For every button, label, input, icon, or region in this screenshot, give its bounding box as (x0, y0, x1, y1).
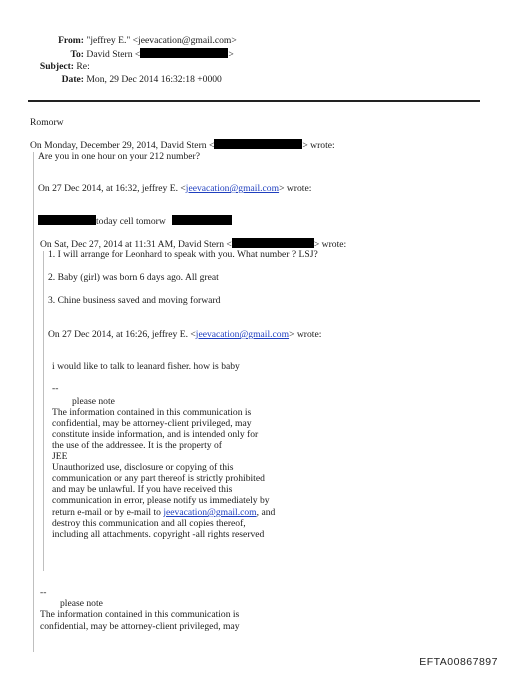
quote-bar-level2 (43, 251, 44, 571)
quote1-header (30, 139, 335, 151)
disclaimer-line: communication or any part thereof is strictly prohibited (52, 473, 265, 484)
disclaimer-line: destroy this communication and all copies thereof, (52, 518, 246, 529)
disclaimer-return-suffix: , and (256, 507, 276, 518)
quote2-header-prefix: On 27 Dec 2014, at 16:32, jeffrey E. < (38, 183, 186, 194)
quote3-header-suffix: > wrote: (313, 239, 347, 250)
quote-bar-level1 (33, 152, 34, 652)
disclaimer-line: communication in error, please notify us immediately by (52, 495, 270, 506)
quote3-item-3: 3. Chine business saved and moving forward (48, 295, 221, 306)
disclaimer-return-prefix: return e-mail or by e-mail to (52, 507, 164, 518)
header-divider (28, 100, 480, 102)
signature-dashes: -- (52, 383, 59, 394)
quote2-text-line (38, 215, 232, 227)
to-line (30, 48, 234, 60)
reply-text: Romorw (30, 117, 64, 128)
signature2-please-note: please note (60, 598, 103, 609)
disclaimer-line: Unauthorized use, disclosure or copying of this (52, 462, 234, 473)
disclaimer-line: JEE (52, 451, 68, 462)
disclaimer-line: the use of the addressee. It is the property of (52, 440, 222, 451)
disclaimer-line: constitute inside information, and is intended only for (52, 429, 259, 440)
quote4-text: i would like to talk to leanard fisher. how is baby (52, 361, 240, 372)
disclaimer-line: and may be unlawful. If you have received this (52, 484, 233, 495)
quote4-header (48, 329, 321, 340)
signature-please-note: please note (72, 396, 115, 407)
disclaimer-line: confidential, may be attorney-client privileged, may (52, 418, 252, 429)
to-value-prefix: David Stern < (86, 49, 141, 60)
signature2-dashes: -- (40, 587, 47, 598)
to-value-suffix: > (228, 49, 234, 60)
quote2-text: today cell tomorw (96, 216, 166, 227)
redaction-box (38, 215, 96, 225)
quote3-header-prefix: On Sat, Dec 27, 2014 at 11:31 AM, David Stern < (40, 239, 232, 250)
date-value: Mon, 29 Dec 2014 16:32:18 +0000 (86, 74, 222, 85)
email-link[interactable]: jeevacation@gmail.com (163, 507, 257, 518)
quote1-header-suffix: > wrote: (302, 140, 335, 151)
redaction-box (172, 215, 232, 225)
email-link[interactable]: jeevacation@gmail.com (185, 183, 280, 194)
quote4-header-prefix: On 27 Dec 2014, at 16:26, jeffrey E. < (48, 329, 196, 340)
quote3-item-2: 2. Baby (girl) was born 6 days ago. All great (48, 272, 219, 283)
to-label: To: (70, 49, 84, 60)
quote1-text: Are you in one hour on your 212 number? (38, 151, 200, 162)
subject-line (30, 61, 90, 72)
quote2-header-suffix: > wrote: (279, 183, 312, 194)
quote2-header (38, 183, 311, 194)
date-line (30, 74, 222, 85)
signature2-line: The information contained in this communication is (40, 609, 240, 620)
disclaimer-return-line (52, 507, 275, 518)
signature2-line: confidential, may be attorney-client privileged, may (40, 621, 240, 632)
quote3-item-1: 1. I will arrange for Leonhard to speak with you. What number ? LSJ? (48, 249, 318, 260)
subject-label: Subject: (39, 61, 74, 72)
disclaimer-line: The information contained in this communication is (52, 407, 252, 418)
redaction-box (214, 139, 302, 149)
redaction-box (140, 48, 228, 58)
subject-value: Re: (76, 61, 90, 72)
bates-number: EFTA00867897 (419, 656, 498, 668)
disclaimer-line: including all attachments. copyright -all rights reserved (52, 529, 265, 540)
from-value: "jeffrey E." <jeevacation@gmail.com> (86, 35, 237, 46)
redaction-box (232, 238, 314, 248)
quote4-header-suffix: > wrote: (289, 329, 322, 340)
quote1-header-prefix: On Monday, December 29, 2014, David Stern < (30, 140, 215, 151)
from-label: From: (58, 35, 84, 46)
from-line (30, 35, 237, 46)
email-link[interactable]: jeevacation@gmail.com (195, 329, 290, 340)
date-label: Date: (61, 74, 84, 85)
